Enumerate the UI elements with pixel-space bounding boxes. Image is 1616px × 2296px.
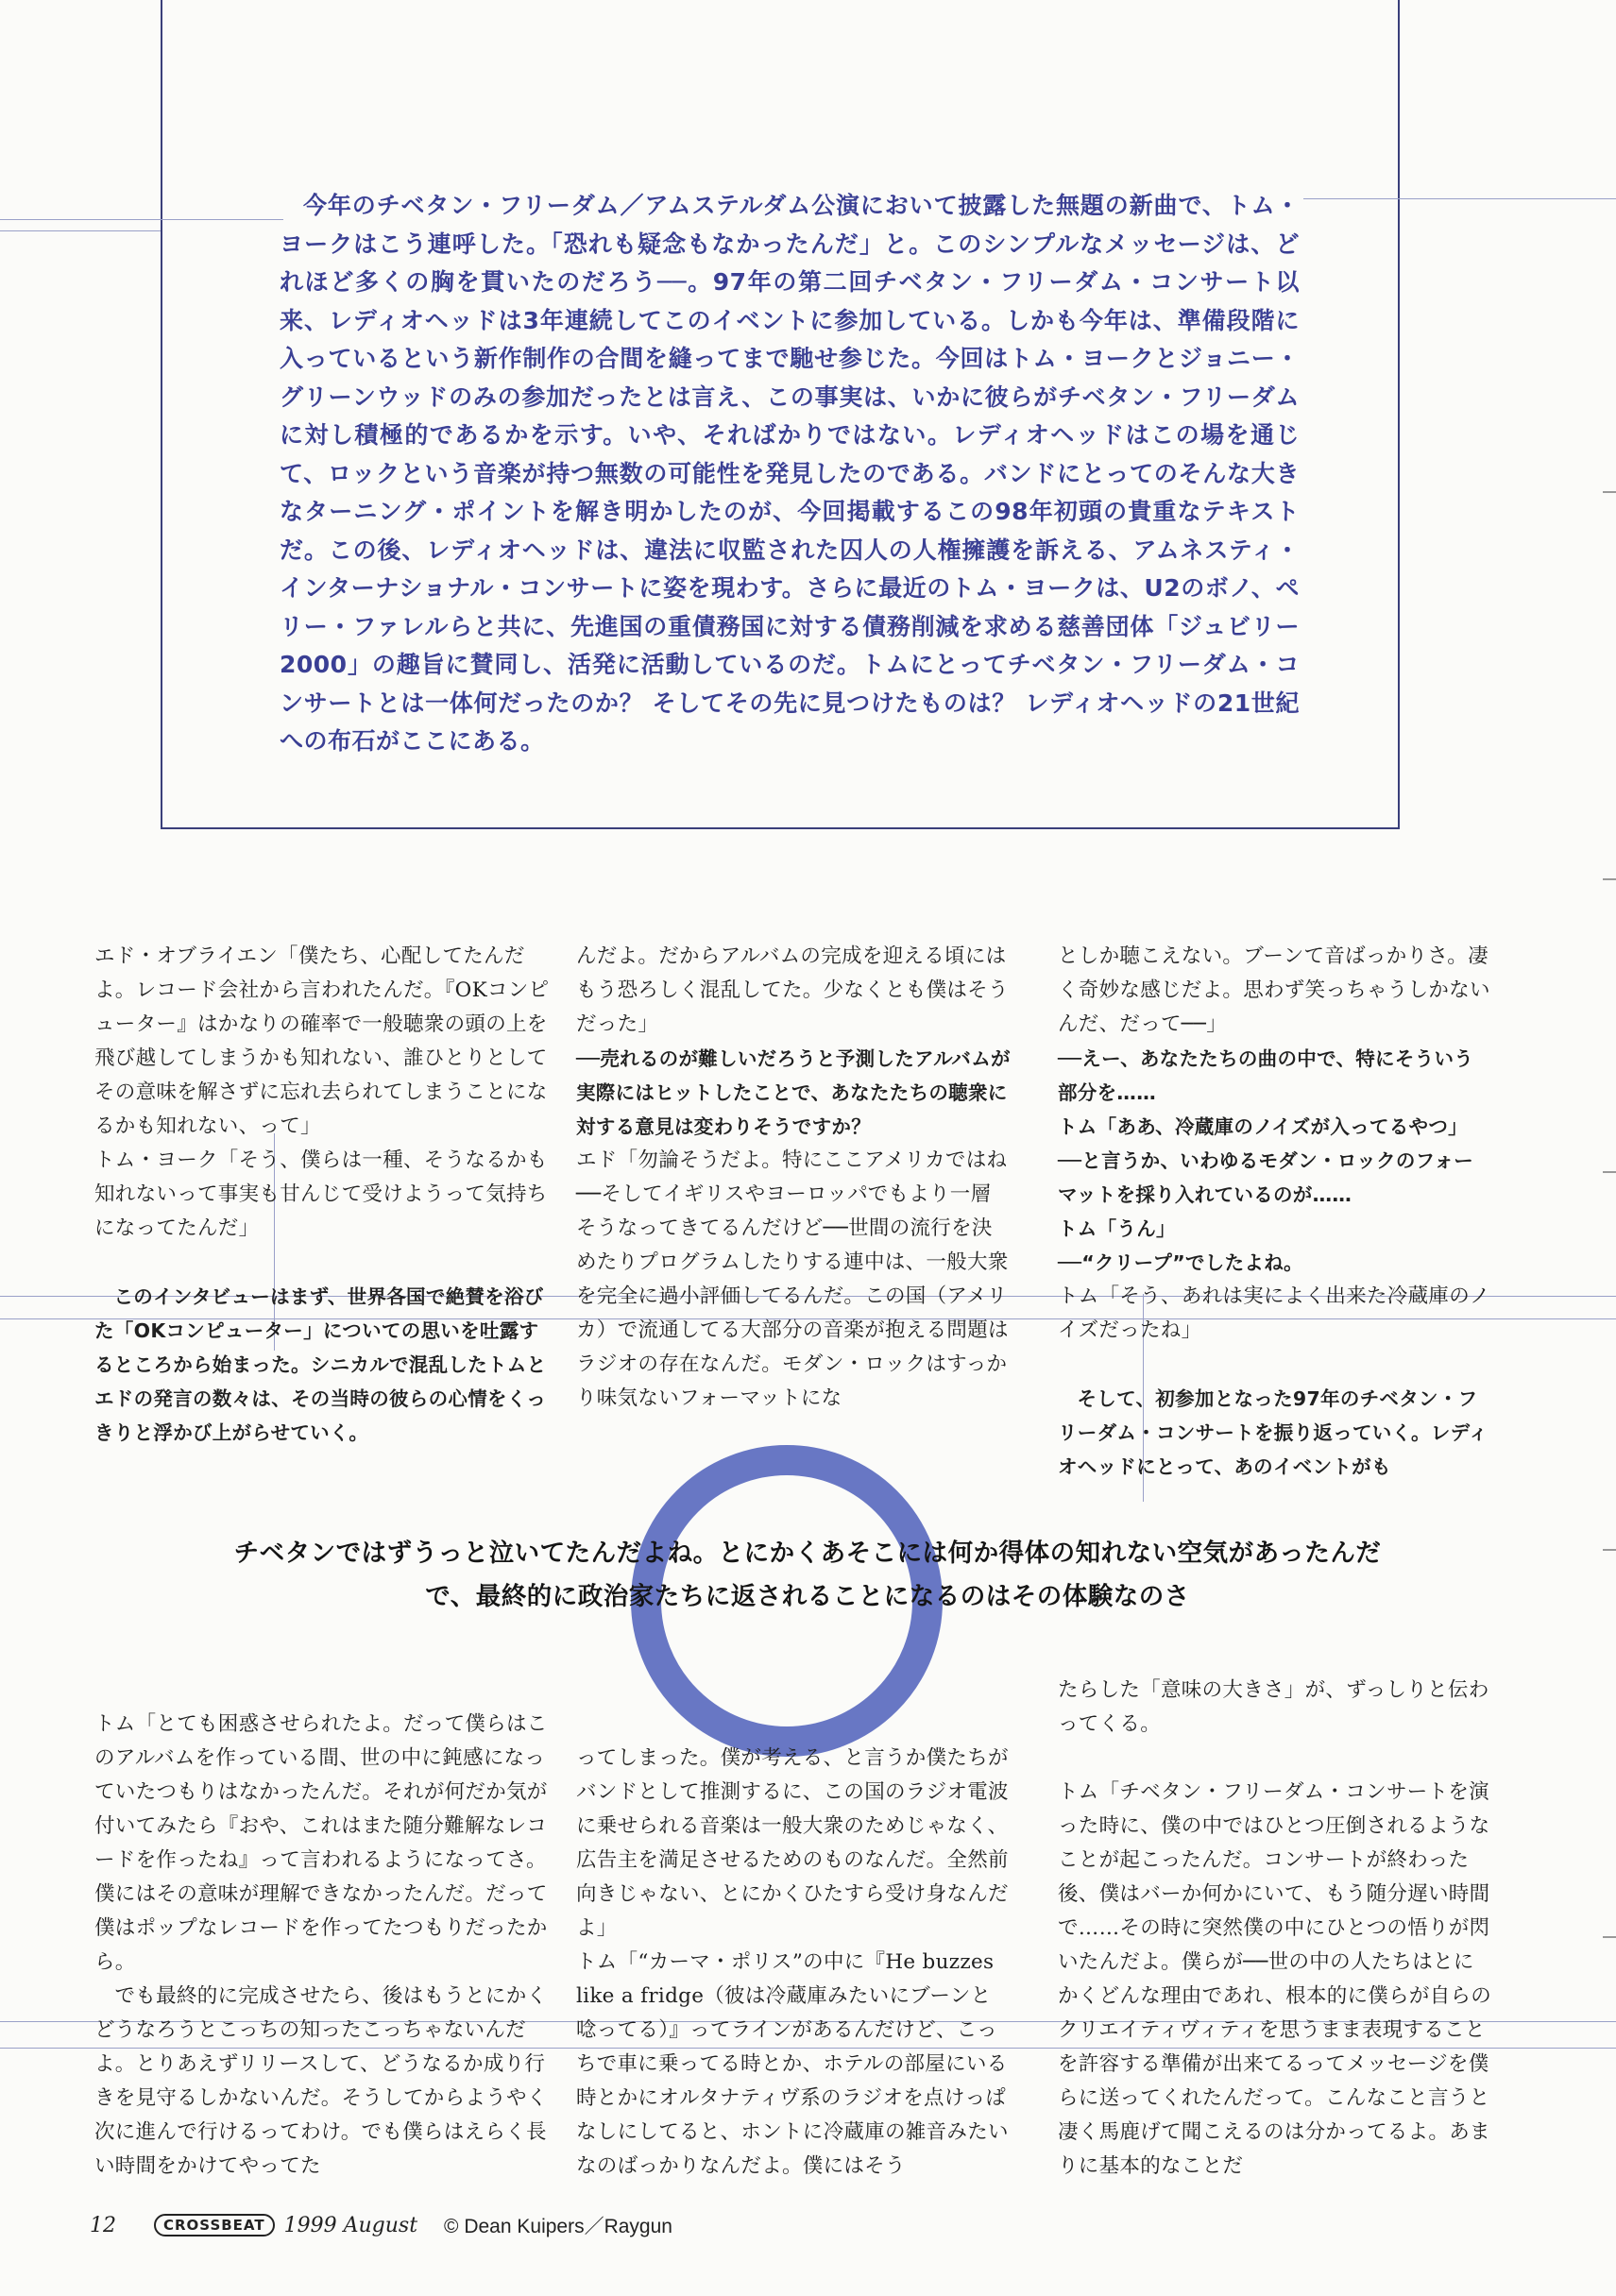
pull-quote-line-1: チベタンではずうっと泣いてたんだよね。とにかくあそこには何か得体の知れない空気があったんだ xyxy=(233,1539,1382,1568)
magazine-logo: CROSSBEAT xyxy=(154,2214,275,2236)
edge-mark xyxy=(1603,1549,1616,1551)
lead-box-right-border xyxy=(1398,0,1400,829)
narration-1: このインタビューはまず、世界各国で絶賛を浴びた「OKコンピューター」についての思いを吐露するところから始まった。シニカルで混乱したトムとエドの発言の数々は、その当時の彼らの心情をくっきりと浮かび上がらせていく。 xyxy=(94,1285,547,1444)
quote-tom-2: としか聴こえない。ブーンて音ばっかりさ。凄く奇妙な感じだよ。思わず笑っちゃうしかないんだ、だって──」 xyxy=(1058,944,1490,1036)
edge-mark xyxy=(1603,491,1616,493)
quote-tom-6-cont: でも最終的に完成させたら、後はもうとにかくどうなろうとこっちの知ったこっちゃないんだよ。とりあえずリリースして、どうなるか成り行きを見守るしかないんだ。そうしてからようやく次に進んで行けるってわけ。でも僕らはえらく長い時間をかけてやってた xyxy=(94,1984,548,2178)
upper-column-1 xyxy=(94,940,557,1450)
lower-column-1 xyxy=(94,1708,557,2184)
quote-tom-5: トム「そう、あれは実によく出来た冷蔵庫のノイズだったね」 xyxy=(1058,1284,1490,1342)
quote-tom-4: トム「うん」 xyxy=(1058,1217,1176,1240)
interviewer-question-4: ──“クリープ”でしたよね。 xyxy=(1058,1251,1303,1274)
narration-2: そして、初参加となった97年のチベタン・フリーダム・コンサートを振り返っていく。レディオヘッドにとって、あのイベントがも xyxy=(1058,1387,1488,1478)
interviewer-question-1: ──売れるのが難しいだろうと予測したアルバムが実際にはヒットしたことで、あなたたちの聴衆に対する意見は変わりそうですか？ xyxy=(576,1047,1011,1138)
lead-paragraph-box xyxy=(280,187,1300,761)
rule-mid-left xyxy=(0,230,161,231)
lower-column-2 xyxy=(576,1742,1011,2184)
lead-box-left-border xyxy=(161,0,162,829)
page-footer xyxy=(90,2206,672,2244)
lead-paragraph: 今年のチベタン・フリーダム／アムステルダム公演において披露した無題の新曲で、トム・ヨークはこう連呼した。「恐れも疑念もなかったんだ」と。このシンプルなメッセージは、どれほど多くの胸を貫いたのだろう──。97年の第二回チベタン・フリーダム・コンサート以来、レディオヘッドは3年連続してこのイベントに参加している。しかも今年は、準備段階に入っているという新作制作の合間を縫ってまで馳せ参じた。今回はトム・ヨークとジョニー・グリーンウッドのみの参加だったとは言え、この事実は、いかに彼らがチベタン・フリーダムに対し積極的であるかを示す。いや、そればかりではない。レディオヘッドはこの場を通じて、ロックという音楽が持つ無数の可能性を発見したのである。バンドにとってのそんな大きなターニング・ポイントを解き明かしたのが、今回掲載するこの98年初頭の貴重なテキストだ。この後、レディオヘッドは、違法に収監された囚人の人権擁護を訴える、アムネスティ・インターナショナル・コンサートに姿を現わす。さらに最近のトム・ヨークは、U2のボノ、ペリー・ファレルらと共に、先進国の重債務国に対する債務削減を求める慈善団体「ジュビリー2000」の趣旨に賛同し、活発に活動しているのだ。トムにとってチベタン・フリーダム・コンサートとは一体何だったのか？ そしてその先に見つけたものは？ レディオヘッドの21世紀への布石がここにある。 xyxy=(280,192,1300,755)
quote-tom-6: トム「とても困惑させられたよ。だって僕らはこのアルバムを作っている間、世の中に鈍感になっていたつもりはなかったんだ。それが何だか気が付いてみたら『おや、これはまた随分難解なレコードを作ったね』って言われるようになってさ。僕にはその意味が理解できなかったんだ。だって僕はポップなレコードを作ってたつもりだったから。 xyxy=(94,1712,548,1974)
narration-3: たらした「意味の大きさ」が、ずっしりと伝わってくる。 xyxy=(1058,1678,1489,1736)
quote-tom-7: ってしまった。僕が考える、と言うか僕たちがバンドとして推測するに、この国のラジオ電波に乗せられる音楽は一般大衆のためじゃなく、広告主を満足させるためのものなんだ。全然前向きじゃない、とにかくひたすら受け身なんだよ」 xyxy=(576,1746,1009,1940)
quote-ed-3: エド「勿論そうだよ。特にここアメリカではね──そしてイギリスやヨーロッパでもより一層そうなってきてるんだけど──世間の流行を決めたりプログラムしたりする連中は、一般大衆を完全に過小評価してるんだ。この国（アメリカ）で流通してる大部分の音楽が抱える問題はラジオの存在なんだ。モダン・ロックはすっかり味気ないフォーマットにな xyxy=(576,1148,1009,1410)
upper-column-3 xyxy=(1058,940,1492,1484)
upper-column-2 xyxy=(576,940,1011,1416)
quote-tom-1: トム・ヨーク「そう、僕らは一種、そうなるかも知れないって事実も甘んじて受けようって気持ちになってたんだ」 xyxy=(94,1148,548,1240)
quote-tom-9: トム「チベタン・フリーダム・コンサートを演った時に、僕の中ではひとつ圧倒されるようなことが起こったんだ。コンサートが終わった後、僕はバーか何かにいて、もう随分遅い時間で……その時に突然僕の中にひとつの悟りが閃いたんだよ。僕らが──世の中の人たちはとにかくどんな理由であれ、根本的に僕らが自らのクリエイティヴィティを思うまま表現することを許容する準備が出来てるってメッセージを僕らに送ってくれたんだって。こんなこと言うと凄く馬鹿げて聞こえるのは分かってるよ。あまりに基本的なことだ xyxy=(1058,1780,1492,2178)
photo-credit: © Dean Kuipers／Raygun xyxy=(444,2216,672,2237)
pull-quote-line-2: で、最終的に政治家たちに返されることになるのはその体験なのさ xyxy=(425,1582,1190,1611)
lead-box-bottom-border xyxy=(161,827,1400,829)
quote-tom-8: トム「“カーマ・ポリス”の中に『He buzzes like a fridge（彼は冷蔵庫みたいにブーンと唸ってる）』ってラインがあるんだけど、こっちで車に乗ってる時とか、ホテルの部屋にいる時とかにオルタナティヴ系のラジオを点けっぱなしにしてると、ホントに冷蔵庫の雑音みたいなのばっかりなんだよ。僕にはそう xyxy=(576,1950,1009,2178)
edge-mark xyxy=(1603,1171,1616,1173)
lower-column-3 xyxy=(1058,1674,1492,2184)
rule-top-right xyxy=(1303,198,1616,199)
quote-ed-2: んだよ。だからアルバムの完成を迎える頃にはもう恐ろしく混乱してた。少なくとも僕はそうだった」 xyxy=(576,944,1009,1036)
issue-date: 1999 August xyxy=(283,2213,418,2237)
edge-mark xyxy=(1603,1936,1616,1938)
interviewer-question-3: ──と言うか、いわゆるモダン・ロックのフォーマットを採り入れているのが…… xyxy=(1058,1149,1474,1206)
quote-ed-1: エド・オブライエン「僕たち、心配してたんだよ。レコード会社から言われたんだ。『OKコンピューター』はかなりの確率で一般聴衆の頭の上を飛び越してしまうかも知れない、誰ひとりとしてその意味を解さずに忘れ去られてしまうことになるかも知れない、って」 xyxy=(94,944,550,1138)
page-number: 12 xyxy=(90,2213,116,2237)
rule-top-left xyxy=(0,219,283,220)
edge-mark xyxy=(1603,878,1616,880)
interviewer-question-2: ──えー、あなたたちの曲の中で、特にそういう部分を…… xyxy=(1058,1047,1474,1104)
quote-tom-3: トム「ああ、冷蔵庫のノイズが入ってるやつ」 xyxy=(1058,1115,1468,1138)
